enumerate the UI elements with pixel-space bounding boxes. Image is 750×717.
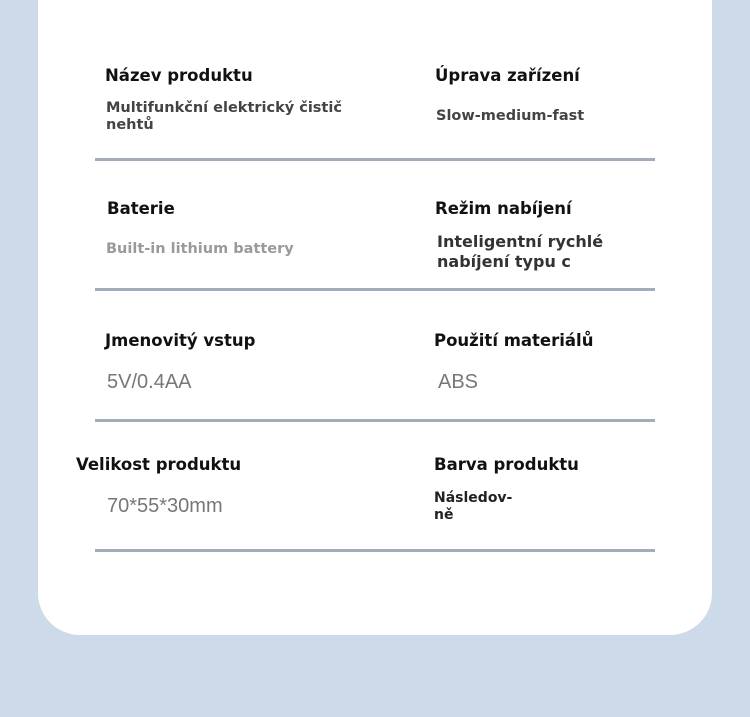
spec-value-device-adjustment: Slow-medium-fast [436, 108, 585, 124]
spec-label-material: Použití materiálů [434, 331, 594, 350]
spec-value-rated-input: 5V/0.4AA [107, 371, 192, 393]
spec-value-battery: Built-in lithium battery [106, 241, 294, 257]
row-divider [95, 288, 655, 291]
spec-value-material: ABS [438, 371, 479, 393]
spec-value-product-name: Multifunkční elektrický čistič nehtů [106, 100, 342, 133]
spec-value-charging-mode: Inteligentní rychlé nabíjení typu c [437, 232, 604, 271]
spec-label-rated-input: Jmenovitý vstup [105, 331, 256, 350]
row-divider [95, 419, 655, 422]
spec-label-product-color: Barva produktu [434, 455, 579, 474]
spec-label-device-adjustment: Úprava zařízení [435, 66, 580, 85]
spec-label-charging-mode: Režim nabíjení [435, 199, 572, 218]
spec-value-product-size: 70*55*30mm [107, 495, 223, 517]
row-divider [95, 158, 655, 161]
spec-card [38, 0, 712, 635]
spec-label-product-name: Název produktu [105, 66, 253, 85]
row-divider [95, 549, 655, 552]
spec-value-product-color: Následov- ně [434, 490, 513, 523]
spec-label-battery: Baterie [107, 199, 175, 218]
spec-label-product-size: Velikost produktu [76, 455, 242, 474]
